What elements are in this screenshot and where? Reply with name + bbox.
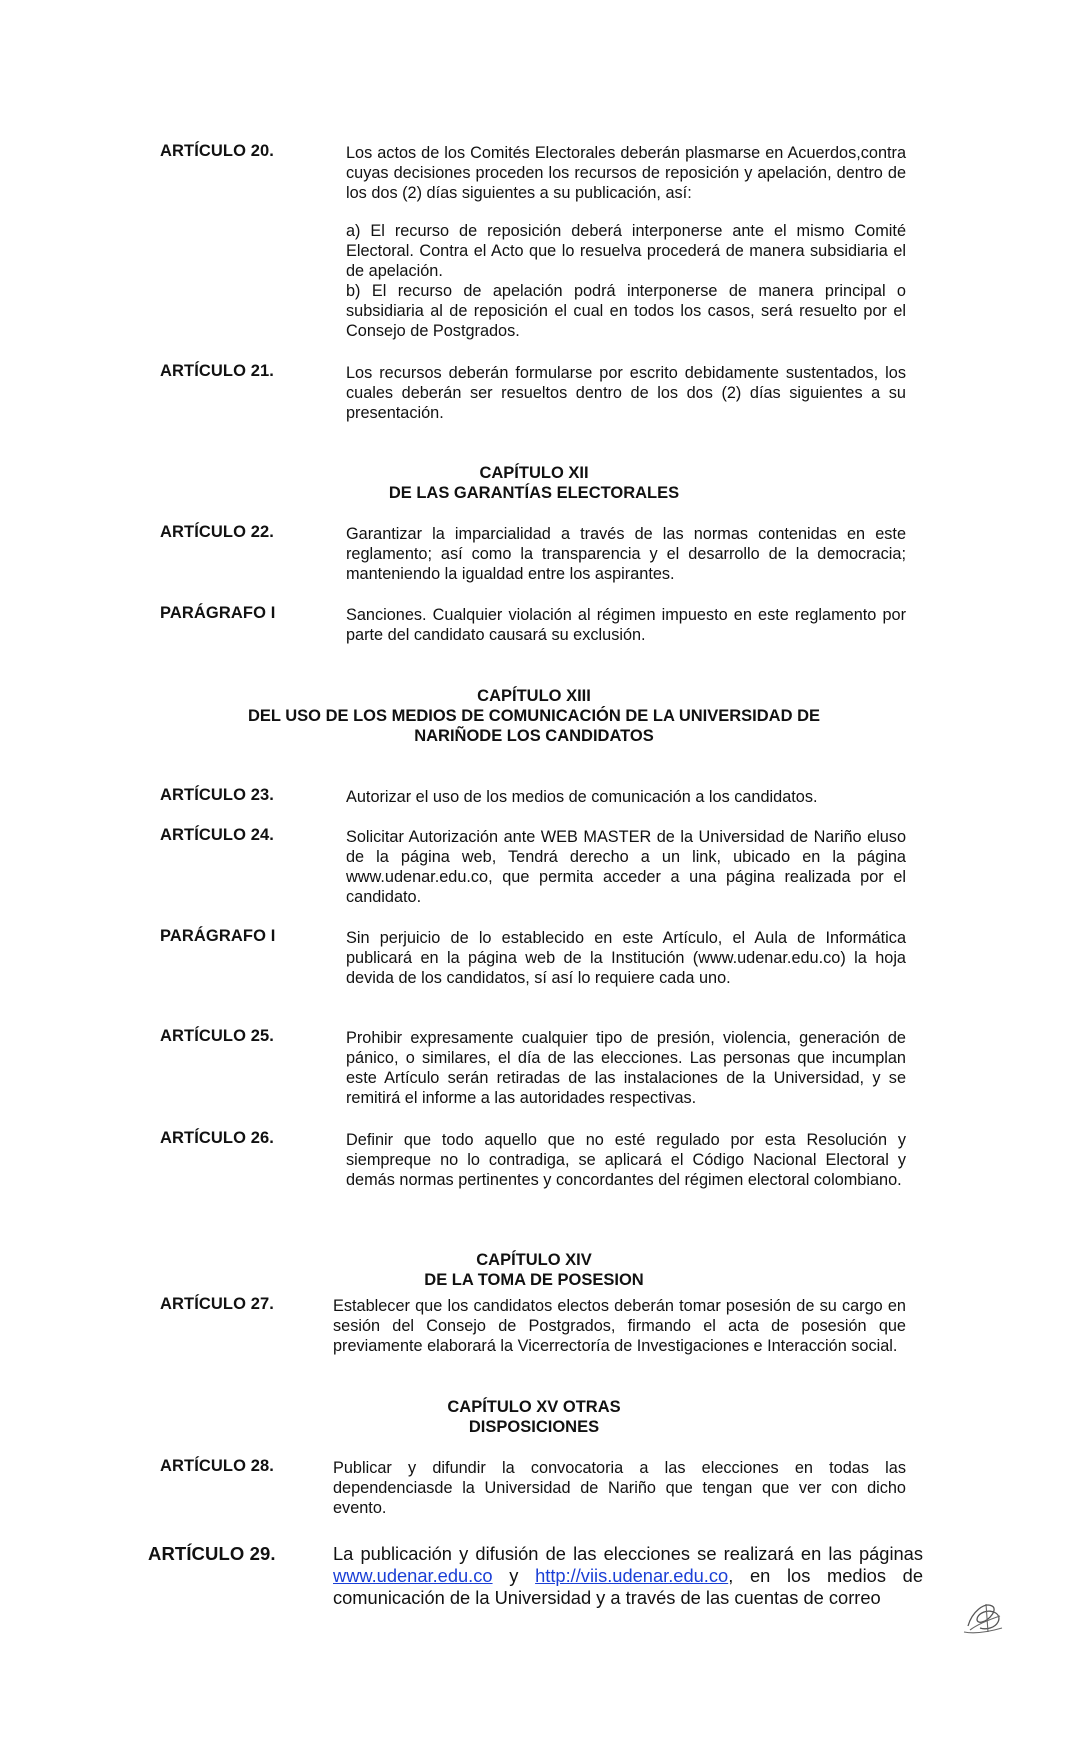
chapter-13-number: CAPÍTULO XIII (477, 687, 591, 705)
chapter-12-heading (0, 463, 1068, 503)
udenar-link[interactable]: www.udenar.edu.co (333, 1565, 493, 1586)
article-24-body: Solicitar Autorización ante WEB MASTER de la Universidad de Nariño eluso de la página web, Tendrá derecho a un link, ubicado en la página www.udenar.edu.co, que permita acceder a una página realizada por el candidato. (346, 828, 906, 906)
article-29-label: ARTÍCULO 29. (148, 1543, 276, 1564)
chapter-14-number: CAPÍTULO XIV (476, 1251, 592, 1269)
chapter-12-title: DE LAS GARANTÍAS ELECTORALES (388, 484, 680, 502)
article-24-label: ARTÍCULO 24. (160, 826, 274, 844)
article-21-body: Los recursos deberán formularse por escrito debidamente sustentados, los cuales deberán ser resueltos dentro de los dos (2) días siguientes a su presentación. (346, 364, 906, 422)
article-22-body: Garantizar la imparcialidad a través de las normas contenidas en este reglamento; así como la transparencia y el desarrollo de la democracia; manteniendo la igualdad entre los aspirantes. (346, 525, 906, 583)
chapter-13-heading (0, 686, 1068, 746)
viis-link[interactable]: http://viis.udenar.edu.co (535, 1565, 729, 1586)
article-20-item-a: a) El recurso de reposición deberá interponerse ante el mismo Comité Electoral. Contra el Acto que lo resuelva procederá de manera subsidiaria el de apelación. (346, 222, 906, 280)
article-28-body: Publicar y difundir la convocatoria a las elecciones en todas las dependenciasde la Universidad de Nariño que tengan que ver con dicho evento. (333, 1459, 906, 1517)
paragraph-1-label: PARÁGRAFO I (160, 604, 276, 622)
article-29-text-end: , en los medios de comunicación de la Universidad y a través de las cuentas de correo (333, 1565, 923, 1608)
chapter-15-heading (0, 1397, 1068, 1437)
article-23-label: ARTÍCULO 23. (160, 786, 274, 804)
article-28-label: ARTÍCULO 28. (160, 1457, 274, 1475)
chapter-14-title: DE LA TOMA DE POSESION (424, 1271, 644, 1289)
article-27-body: Establecer que los candidatos electos deberán tomar posesión de su cargo en sesión del Consejo de Postgrados, firmando el acta de posesión que previamente elaborará la Vicerrectoría de Investigaciones e Interacción social. (333, 1297, 906, 1355)
chapter-13-title-line2: NARIÑODE LOS CANDIDATOS (414, 727, 654, 745)
chapter-14-heading (0, 1250, 1068, 1290)
article-20-item-b: b) El recurso de apelación podrá interponerse de manera principal o subsidiaria al de reposición el cual en todos los casos, será resuelto por el Consejo de Postgrados. (346, 282, 906, 340)
article-26-label: ARTÍCULO 26. (160, 1129, 274, 1147)
article-21-label: ARTÍCULO 21. (160, 362, 274, 380)
chapter-15-title: DISPOSICIONES (468, 1418, 600, 1436)
paragraph-2-body: Sin perjuicio de lo establecido en este Artículo, el Aula de Informática publicará en la página web de la Institución (www.udenar.edu.co) la hoja devida de los candidatos, sí así lo requiere cada uno. (346, 929, 906, 987)
article-25-body: Prohibir expresamente cualquier tipo de presión, violencia, generación de pánico, o similares, el día de las elecciones. Las personas que incumplan este Artículo serán retiradas de las instalaciones de la Universidad, y se remitirá el informe a las autoridades respectivas. (346, 1029, 906, 1107)
article-25-label: ARTÍCULO 25. (160, 1027, 274, 1045)
article-29-text-start: La publicación y difusión de las elecciones se realizará en las páginas (333, 1543, 923, 1564)
article-27-label: ARTÍCULO 27. (160, 1295, 274, 1313)
article-23-body: Autorizar el uso de los medios de comunicación a los candidatos. (346, 788, 818, 806)
paragraph-2-label: PARÁGRAFO I (160, 927, 276, 945)
article-26-body: Definir que todo aquello que no esté regulado por esta Resolución y siempreque no lo contradiga, se aplicará el Código Nacional Electoral y demás normas pertinentes y concordantes del régimen electoral colombiano. (346, 1131, 906, 1189)
article-20-label: ARTÍCULO 20. (160, 142, 274, 160)
article-20-intro: Los actos de los Comités Electorales deberán plasmarse en Acuerdos,contra cuyas decisiones proceden los recursos de reposición y apelación, dentro de los dos (2) días siguientes a su publicación, así: (346, 144, 906, 202)
article-22-label: ARTÍCULO 22. (160, 523, 274, 541)
chapter-15-number: CAPÍTULO XV OTRAS (447, 1398, 621, 1416)
paragraph-1-body: Sanciones. Cualquier violación al régimen impuesto en este reglamento por parte del candidato causará su exclusión. (346, 606, 906, 644)
signature-mark (962, 1594, 1008, 1638)
article-29-body (333, 1543, 923, 1609)
article-20-body (346, 143, 906, 341)
article-29-text-mid: y (492, 1565, 536, 1586)
chapter-13-title-line1: DEL USO DE LOS MEDIOS DE COMUNICACIÓN DE LA UNIVERSIDAD DE (247, 707, 821, 725)
chapter-12-number: CAPÍTULO XII (479, 464, 589, 482)
